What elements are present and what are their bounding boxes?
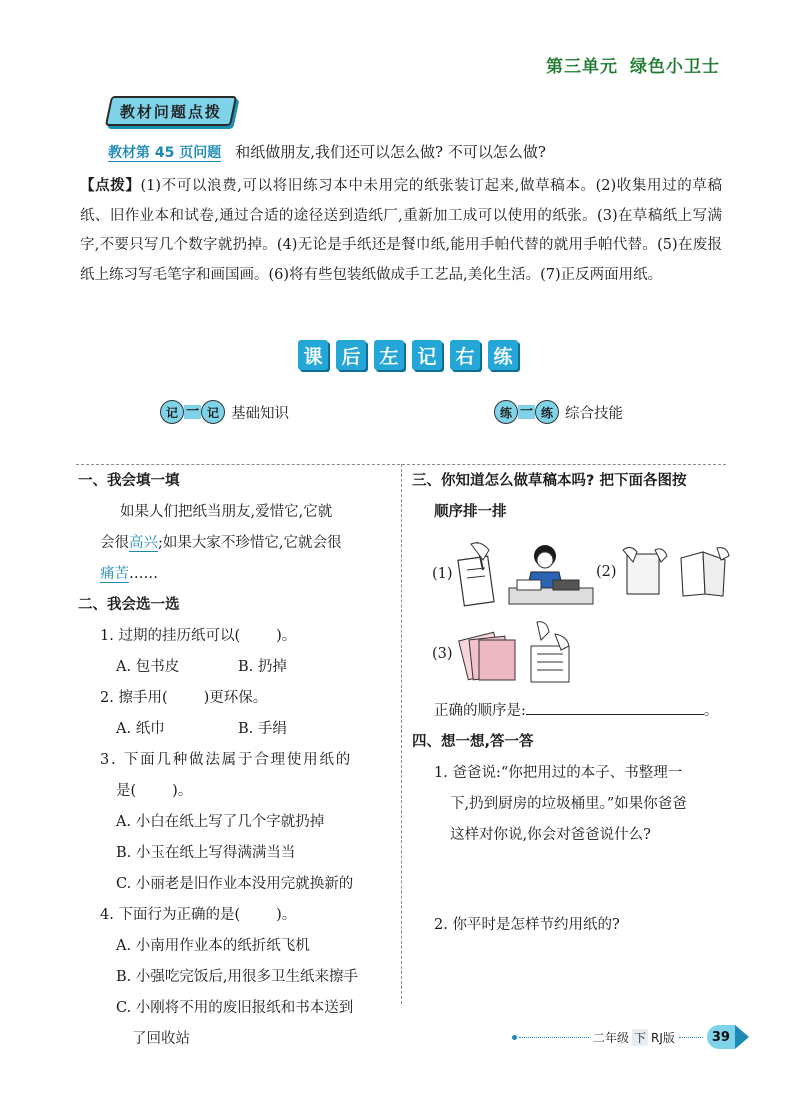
- title-char: 课: [298, 340, 328, 370]
- figure-3-illustration: [457, 620, 577, 688]
- choice-title: 二、我会选一选: [78, 597, 180, 613]
- figure-2: [596, 544, 731, 600]
- option-b: B. 扔掉: [238, 659, 287, 675]
- title-char: 记: [412, 340, 442, 370]
- figure-1-label: (1): [432, 566, 453, 582]
- badge-pill: [160, 400, 225, 424]
- badge-label: 综合技能: [565, 405, 624, 422]
- hint-text: (1)不可以浪费,可以将旧练习本中未用完的纸张装订起来,做草稿本。(2)收集用过的草稿纸、旧作业本和试卷,通过合适的途径送到造纸厂,重新加工成可以使用的纸张。(3)在草稿纸上写满字,不要只写几个数字就扔掉。(4)无论是手纸还是餐巾纸,能用手帕代替的就用手帕代替。(5)在废报纸上练习写毛笔字和画国画。(6)将有些包装纸做成手工艺品,美化生活。(7)正反两面用纸。: [80, 178, 723, 283]
- question-1-options: [78, 652, 394, 683]
- figure-2-label: (2): [596, 564, 617, 580]
- question-reference: 教材第 45 页问题: [108, 145, 222, 161]
- column-divider: [401, 464, 402, 1004]
- right-column: [412, 466, 732, 528]
- question-1: 1. 过期的挂历纸可以( )。: [100, 628, 297, 644]
- figure-1: [432, 540, 597, 608]
- order-answer: 正确的顺序是: 。: [434, 696, 734, 727]
- order-label: 正确的顺序是:: [434, 703, 526, 719]
- hint-label: 【点拨】: [80, 178, 141, 194]
- hint-paragraph: [80, 172, 722, 290]
- draft-book-title-2: 顺序排一排: [434, 504, 507, 520]
- footer-edition: RJ版: [651, 1030, 675, 1045]
- think-answer-section: [412, 727, 732, 851]
- option-a: A. 纸巾: [116, 721, 165, 737]
- badge-char: 记: [201, 400, 225, 424]
- think-q1-line-1: 1. 爸爸说:“你把用过的本子、书整理一: [434, 765, 683, 781]
- page-arrow-icon: [735, 1025, 749, 1049]
- footer-grade: 二年级: [593, 1030, 630, 1045]
- badge-dash: 一: [186, 404, 200, 419]
- option-b: B. 手绢: [238, 721, 287, 737]
- page-footer: [512, 1025, 749, 1049]
- question-4: 4. 下面行为正确的是( )。: [100, 907, 297, 923]
- question-2-options: [78, 714, 394, 745]
- option-b: B. 小强吃完饭后,用很多卫生纸来擦手: [116, 969, 358, 985]
- think-title: 四、想一想,答一答: [412, 734, 534, 750]
- fill-line-2: 会很高兴;如果大家不珍惜它,它就会很: [100, 535, 342, 551]
- title-char: 练: [488, 340, 518, 370]
- think-q1-line-2: 下,扔到厨房的垃圾桶里。”如果你爸爸: [450, 796, 687, 812]
- textbook-tips-banner: [108, 96, 234, 126]
- title-char: 后: [336, 340, 366, 370]
- badge-dash: 一: [520, 404, 534, 419]
- title-char: 右: [450, 340, 480, 370]
- badge-label: 基础知识: [231, 405, 290, 422]
- badge-char: 练: [494, 400, 518, 424]
- order-answer-line[interactable]: [526, 700, 704, 715]
- think-q2: 2. 你平时是怎样节约用纸的?: [434, 917, 620, 933]
- title-char: 左: [374, 340, 404, 370]
- option-b: B. 小玉在纸上写得满满当当: [116, 845, 296, 861]
- basic-knowledge-badge: [160, 400, 289, 424]
- page-number: 39: [707, 1025, 735, 1049]
- option-c-line-2: 了回收站: [132, 1031, 190, 1047]
- answer-happy: 高兴: [129, 535, 158, 551]
- unit-title: 绿色小卫士: [630, 57, 720, 77]
- question-3-line-1: 3. 下面几种做法属于合理使用纸的: [100, 752, 353, 768]
- option-a: A. 包书皮: [116, 659, 180, 675]
- unit-header: [546, 52, 720, 77]
- draft-book-title-1: 三、你知道怎么做草稿本吗? 把下面各图按: [412, 473, 687, 489]
- badge-char: 记: [160, 400, 184, 424]
- option-a: A. 小白在纸上写了几个字就扔掉: [116, 814, 325, 830]
- unit-number: 第三单元: [546, 57, 618, 77]
- footer-dot: [512, 1035, 517, 1040]
- figure-3: [432, 620, 577, 688]
- figure-3-label: (3): [432, 646, 453, 662]
- question-2: 2. 擦手用( )更环保。: [100, 690, 268, 706]
- question-text: 和纸做朋友,我们还可以怎么做? 不可以怎么做?: [235, 143, 546, 161]
- figure-2-illustration: [621, 544, 731, 600]
- textbook-question: [108, 141, 546, 162]
- figure-1-illustration: [457, 540, 597, 608]
- badge-char: 练: [535, 400, 559, 424]
- comprehensive-skills-badge: [494, 400, 623, 424]
- answer-painful: 痛苦: [100, 566, 129, 582]
- option-c: C. 小丽老是旧作业本没用完就换新的: [116, 876, 354, 892]
- footer-dots: [519, 1037, 589, 1038]
- question-3-line-2: 是( )。: [116, 783, 193, 799]
- section-main-title: [298, 340, 518, 370]
- think-q1-line-3: 这样对你说,你会对爸爸说什么?: [450, 827, 651, 843]
- fill-line-1: 如果人们把纸当朋友,爱惜它,它就: [120, 504, 333, 520]
- left-column: [78, 466, 394, 1055]
- badge-pill: [494, 400, 559, 424]
- fill-line-3: 痛苦……: [100, 566, 158, 582]
- footer-dots: [679, 1037, 703, 1038]
- option-a: A. 小南用作业本的纸折纸飞机: [116, 938, 310, 954]
- footer-term: 下: [634, 1030, 647, 1045]
- banner-label: 教材问题点拨: [120, 102, 223, 121]
- option-c-line-1: C. 小刚将不用的废旧报纸和书本送到: [116, 1000, 354, 1016]
- fill-in-title: 一、我会填一填: [78, 473, 180, 489]
